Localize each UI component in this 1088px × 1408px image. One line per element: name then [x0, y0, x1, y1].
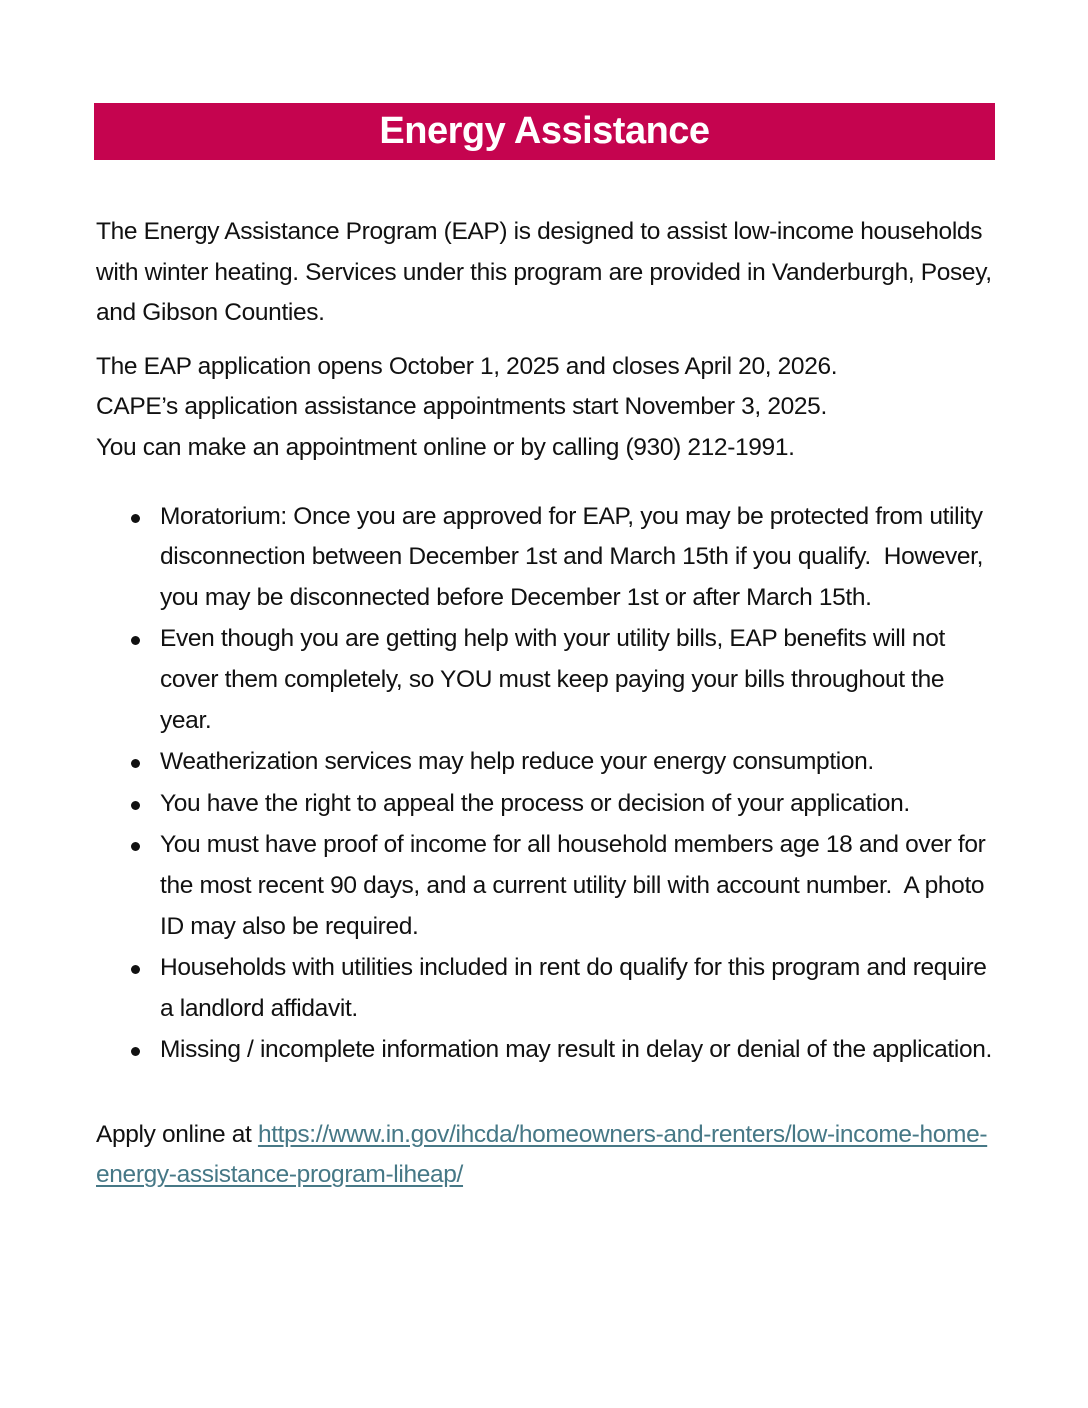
phone-line: You can make an appointment online or by calling (930) 212-1991.: [96, 433, 795, 461]
document-body: [96, 212, 1001, 1209]
list-item-text: Missing / incomplete information may result in delay or denial of the application.: [160, 1036, 992, 1064]
list-item-text: You have the right to appeal the process or decision of your application.: [160, 789, 910, 817]
list-item-text: You must have proof of income for all household members age 18 and over for the most recent 90 days, and a current utility bill with account number. A photo ID may also be required.: [160, 831, 992, 940]
list-item: [96, 784, 1001, 825]
intro-paragraph: The Energy Assistance Program (EAP) is designed to assist low-income households with winter heating. Services under this program are provided in Vanderburgh, Posey, and Gibson Counties.: [96, 218, 992, 327]
liheap-link[interactable]: https://www.in.gov/ihcda/homeowners-and-renters/low-income-home-energy-assistance-program-liheap/: [96, 1120, 988, 1189]
list-item: [96, 742, 1001, 783]
list-item: [96, 825, 1001, 947]
title-banner: [94, 103, 995, 160]
appointments-start-line: CAPE’s application assistance appointments start November 3, 2025.: [96, 393, 827, 421]
apply-online-paragraph: [96, 1115, 1001, 1196]
list-item: [96, 497, 1001, 619]
bullet-icon: [131, 1047, 140, 1056]
apply-prefix: Apply online at: [96, 1120, 258, 1148]
bullet-icon: [131, 801, 140, 810]
application-dates-line: The EAP application opens October 1, 2025 and closes April 20, 2026.: [96, 352, 838, 380]
list-item-text: Even though you are getting help with your utility bills, EAP benefits will not cover them completely, so YOU must keep paying your bills throughout the year.: [160, 625, 952, 734]
requirements-list: [96, 497, 1001, 1071]
list-item: [96, 948, 1001, 1029]
bullet-icon: [131, 636, 140, 645]
bullet-icon: [131, 965, 140, 974]
bullet-icon: [131, 759, 140, 768]
page-title: Energy Assistance: [379, 110, 710, 152]
dates-paragraph: [96, 347, 1001, 469]
list-item-text: Moratorium: Once you are approved for EAP, you may be protected from utility disconnection between December 1st and March 15th if you qualify. However, you may be disconnected before December 1st or after March 15th.: [160, 502, 990, 611]
list-item: [96, 619, 1001, 741]
bullet-icon: [131, 514, 140, 523]
list-item-text: Households with utilities included in rent do qualify for this program and require a landlord affidavit.: [160, 954, 994, 1022]
bullet-icon: [131, 842, 140, 851]
list-item: [96, 1030, 1001, 1071]
list-item-text: Weatherization services may help reduce your energy consumption.: [160, 748, 874, 776]
